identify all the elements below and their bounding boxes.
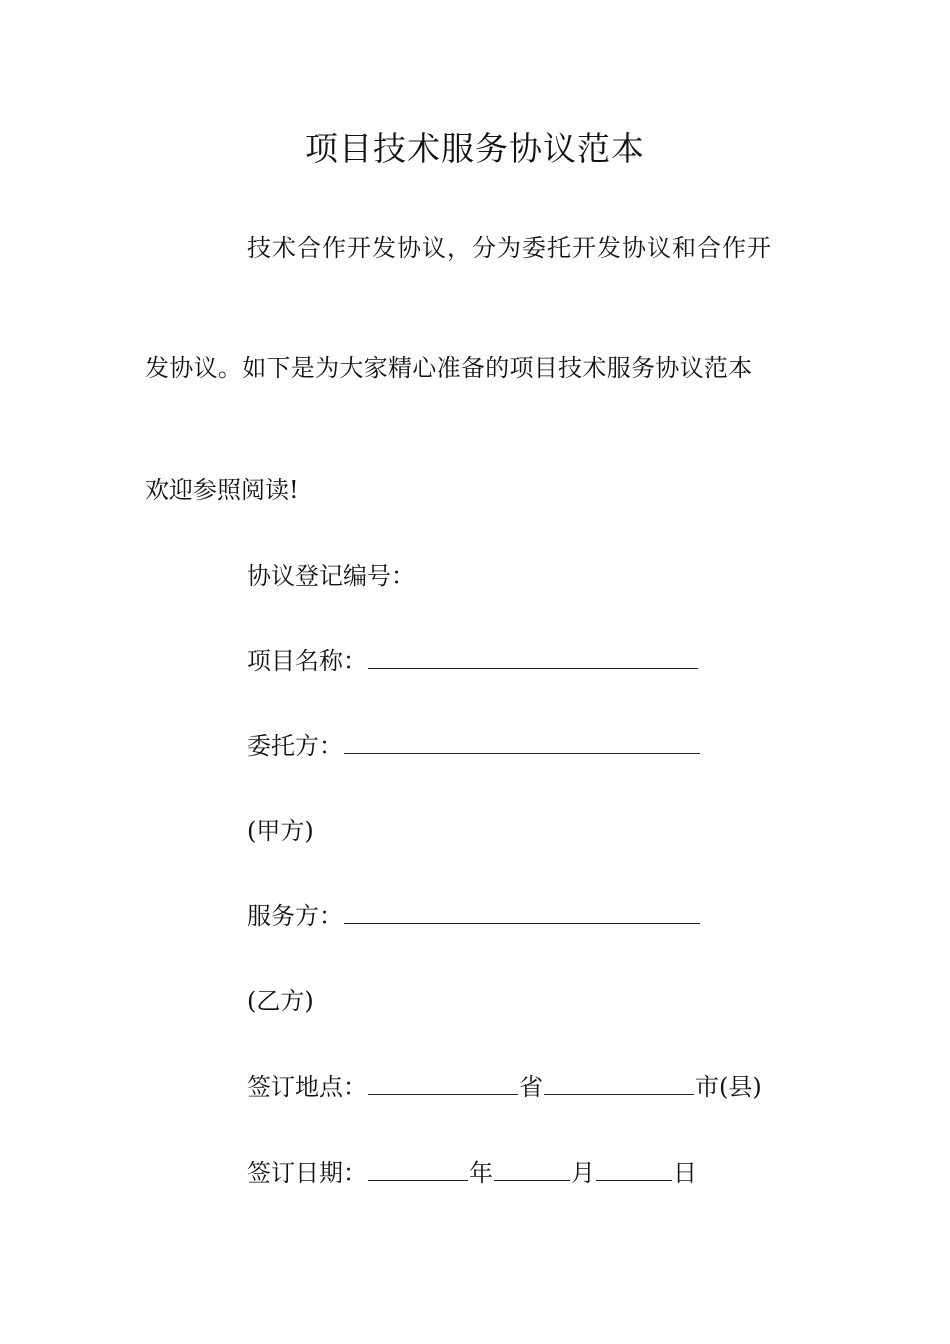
provider-blank[interactable] [344, 899, 700, 924]
provider-role-row [247, 983, 314, 1019]
project-name-row [247, 643, 699, 679]
client-label: 委托方： [247, 732, 343, 760]
provider-row [247, 898, 701, 934]
city-county-label: 市(县) [695, 1073, 762, 1101]
project-name-blank[interactable] [368, 644, 698, 669]
provider-role-label: (乙方) [247, 987, 314, 1015]
province-label: 省 [519, 1073, 543, 1101]
year-blank[interactable] [368, 1156, 468, 1181]
intro-paragraph-line-3: 欢迎参照阅读! [145, 476, 299, 504]
province-blank[interactable] [368, 1070, 518, 1095]
month-blank[interactable] [494, 1156, 570, 1181]
client-role-row [247, 813, 314, 849]
day-blank[interactable] [596, 1156, 672, 1181]
city-blank[interactable] [544, 1070, 694, 1095]
sign-date-row [247, 1155, 697, 1191]
registration-number-row [247, 558, 415, 594]
sign-place-label: 签订地点： [247, 1073, 367, 1101]
project-name-label: 项目名称： [247, 647, 367, 675]
provider-label: 服务方： [247, 902, 343, 930]
client-role-label: (甲方) [247, 817, 314, 845]
intro-paragraph-line-1: 技术合作开发协议，分为委托开发协议和合作开 [247, 234, 772, 262]
year-label: 年 [469, 1159, 493, 1187]
document-title: 项目技术服务协议范本 [305, 129, 645, 168]
month-label: 月 [571, 1159, 595, 1187]
client-row [247, 728, 701, 764]
sign-place-row [247, 1069, 762, 1105]
intro-paragraph-line-2: 发协议。如下是为大家精心准备的项目技术服务协议范本 [145, 354, 753, 382]
registration-number-label: 协议登记编号： [247, 562, 415, 590]
day-label: 日 [673, 1159, 697, 1187]
sign-date-label: 签订日期： [247, 1159, 367, 1187]
client-blank[interactable] [344, 729, 700, 754]
